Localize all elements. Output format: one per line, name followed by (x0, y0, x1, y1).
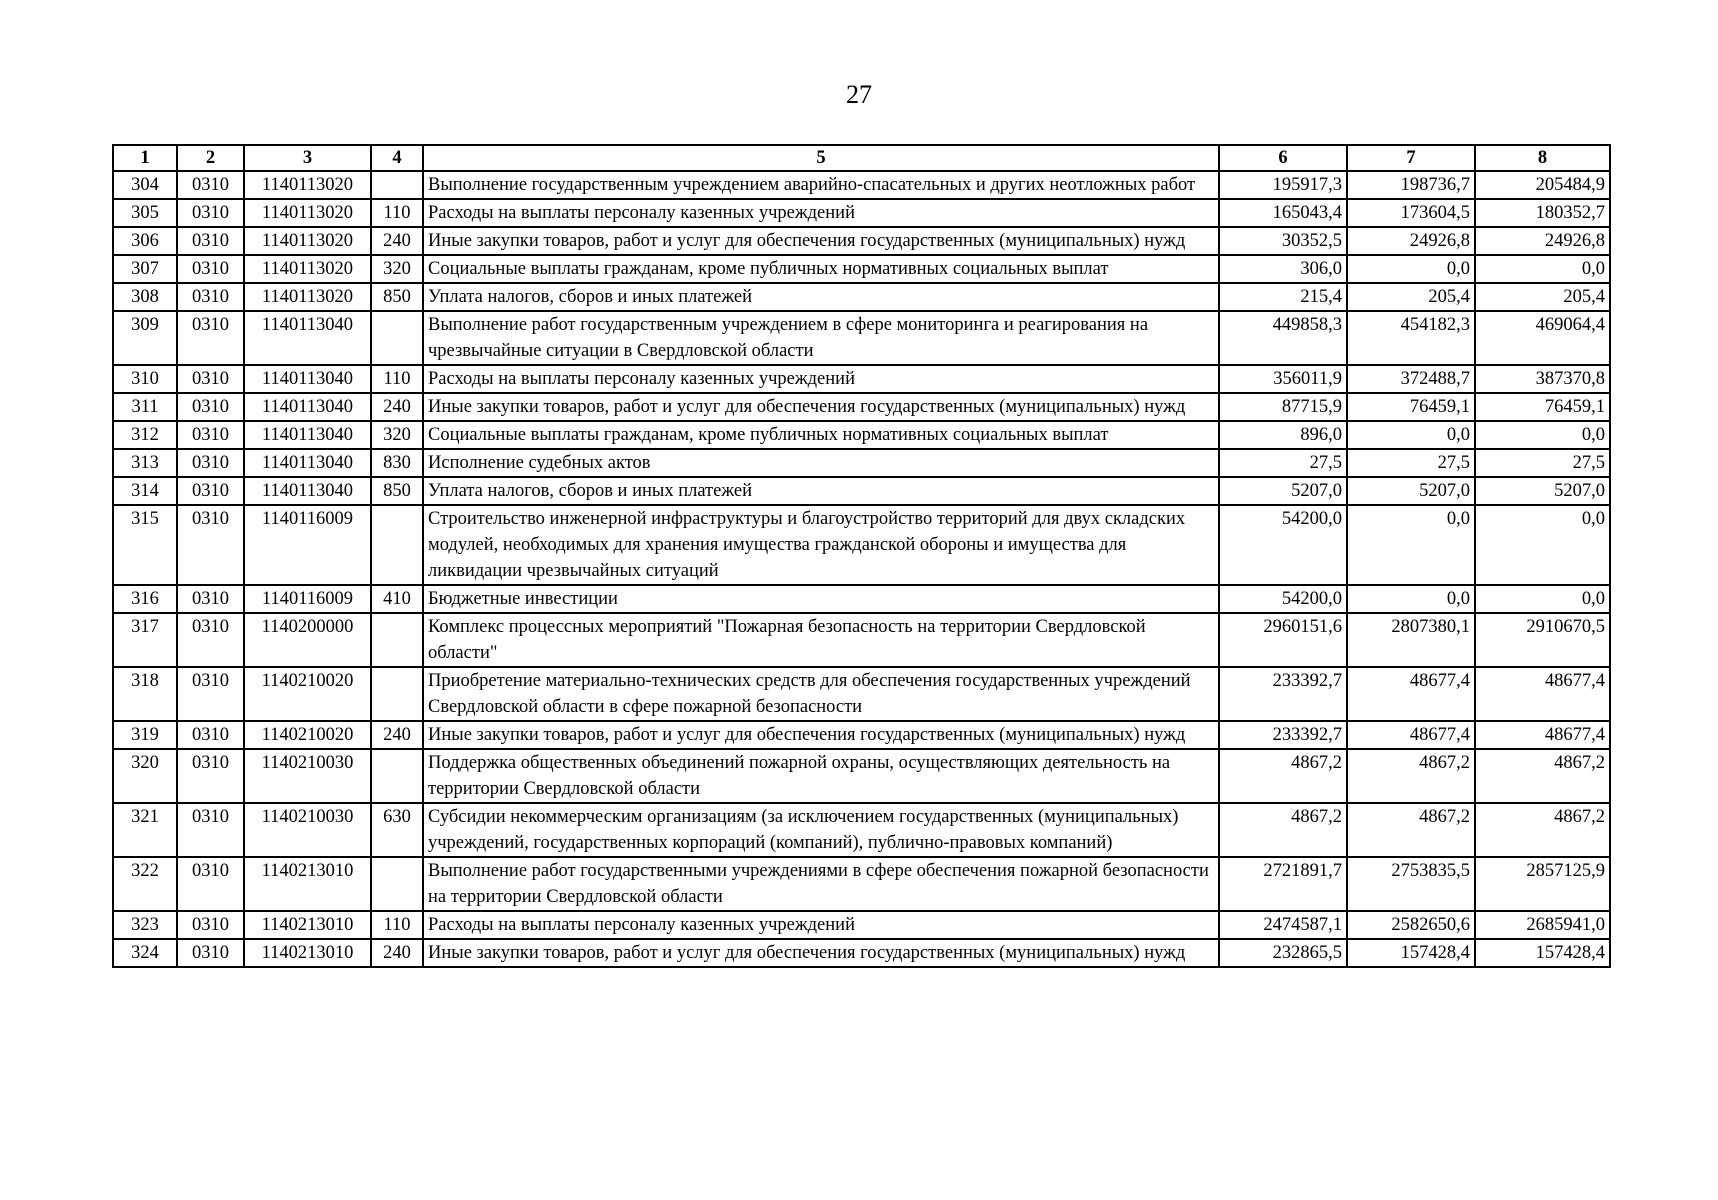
amount-col-6: 54200,0 (1219, 505, 1347, 585)
section-code: 0310 (177, 803, 244, 857)
table-row (113, 749, 1610, 803)
item-name: Иные закупки товаров, работ и услуг для обеспечения государственных (муниципальных) нужд (423, 939, 1219, 967)
section-code: 0310 (177, 939, 244, 967)
table-row (113, 857, 1610, 911)
expense-type-code (371, 311, 423, 365)
target-article-code: 1140113040 (244, 477, 371, 505)
expense-type-code: 850 (371, 283, 423, 311)
row-number: 304 (113, 171, 177, 199)
expense-type-code: 830 (371, 449, 423, 477)
table-row (113, 667, 1610, 721)
row-number: 305 (113, 199, 177, 227)
table-row (113, 939, 1610, 967)
item-name: Иные закупки товаров, работ и услуг для обеспечения государственных (муниципальных) нужд (423, 721, 1219, 749)
item-name: Расходы на выплаты персоналу казенных учреждений (423, 199, 1219, 227)
amount-col-6: 2721891,7 (1219, 857, 1347, 911)
expense-type-code: 110 (371, 365, 423, 393)
target-article-code: 1140113040 (244, 421, 371, 449)
amount-col-7: 157428,4 (1347, 939, 1475, 967)
amount-col-7: 48677,4 (1347, 721, 1475, 749)
row-number: 311 (113, 393, 177, 421)
amount-col-7: 27,5 (1347, 449, 1475, 477)
amount-col-8: 4867,2 (1475, 803, 1610, 857)
target-article-code: 1140213010 (244, 939, 371, 967)
expense-type-code: 240 (371, 227, 423, 255)
header-col-2: 2 (177, 145, 244, 171)
table-row (113, 421, 1610, 449)
amount-col-7: 2753835,5 (1347, 857, 1475, 911)
section-code: 0310 (177, 171, 244, 199)
expense-type-code: 240 (371, 393, 423, 421)
expense-type-code (371, 613, 423, 667)
expense-type-code (371, 505, 423, 585)
target-article-code: 1140113020 (244, 283, 371, 311)
amount-col-8: 2910670,5 (1475, 613, 1610, 667)
row-number: 310 (113, 365, 177, 393)
header-row (113, 145, 1610, 171)
table-row (113, 199, 1610, 227)
item-name: Выполнение государственным учреждением аварийно-спасательных и других неотложных работ (423, 171, 1219, 199)
expense-type-code: 240 (371, 721, 423, 749)
row-number: 322 (113, 857, 177, 911)
amount-col-6: 87715,9 (1219, 393, 1347, 421)
row-number: 321 (113, 803, 177, 857)
table-row (113, 449, 1610, 477)
amount-col-8: 2685941,0 (1475, 911, 1610, 939)
table-row (113, 365, 1610, 393)
amount-col-7: 2807380,1 (1347, 613, 1475, 667)
section-code: 0310 (177, 393, 244, 421)
amount-col-6: 165043,4 (1219, 199, 1347, 227)
target-article-code: 1140213010 (244, 857, 371, 911)
expense-type-code (371, 749, 423, 803)
section-code: 0310 (177, 255, 244, 283)
amount-col-7: 5207,0 (1347, 477, 1475, 505)
amount-col-7: 76459,1 (1347, 393, 1475, 421)
expense-type-code: 320 (371, 421, 423, 449)
section-code: 0310 (177, 613, 244, 667)
target-article-code: 1140113040 (244, 449, 371, 477)
amount-col-8: 180352,7 (1475, 199, 1610, 227)
target-article-code: 1140116009 (244, 585, 371, 613)
amount-col-8: 2857125,9 (1475, 857, 1610, 911)
amount-col-7: 454182,3 (1347, 311, 1475, 365)
target-article-code: 1140113040 (244, 365, 371, 393)
amount-col-7: 0,0 (1347, 505, 1475, 585)
section-code: 0310 (177, 667, 244, 721)
target-article-code: 1140113020 (244, 227, 371, 255)
expense-type-code (371, 857, 423, 911)
expense-type-code: 850 (371, 477, 423, 505)
table-body (113, 171, 1610, 967)
section-code: 0310 (177, 477, 244, 505)
amount-col-7: 372488,7 (1347, 365, 1475, 393)
section-code: 0310 (177, 749, 244, 803)
amount-col-7: 4867,2 (1347, 749, 1475, 803)
target-article-code: 1140210030 (244, 749, 371, 803)
expense-type-code: 240 (371, 939, 423, 967)
target-article-code: 1140113040 (244, 393, 371, 421)
item-name: Субсидии некоммерческим организациям (за исключением государственных (муниципальных) учреждений, государственных корпораций (компаний), публично-правовых компаний) (423, 803, 1219, 857)
item-name: Приобретение материально-технических средств для обеспечения государственных учреждений Свердловской области в сфере пожарной безопасности (423, 667, 1219, 721)
item-name: Строительство инженерной инфраструктуры и благоустройство территорий для двух складских модулей, необходимых для хранения имущества гражданской обороны и имущества для ликвидации чрезвычайных ситуаций (423, 505, 1219, 585)
header-col-5: 5 (423, 145, 1219, 171)
amount-col-8: 0,0 (1475, 255, 1610, 283)
amount-col-6: 30352,5 (1219, 227, 1347, 255)
amount-col-7: 24926,8 (1347, 227, 1475, 255)
row-number: 312 (113, 421, 177, 449)
target-article-code: 1140113020 (244, 255, 371, 283)
row-number: 315 (113, 505, 177, 585)
item-name: Расходы на выплаты персоналу казенных учреждений (423, 911, 1219, 939)
item-name: Выполнение работ государственным учреждением в сфере мониторинга и реагирования на чрезвычайные ситуации в Свердловской области (423, 311, 1219, 365)
header-col-6: 6 (1219, 145, 1347, 171)
target-article-code: 1140213010 (244, 911, 371, 939)
amount-col-8: 5207,0 (1475, 477, 1610, 505)
table-row (113, 721, 1610, 749)
item-name: Иные закупки товаров, работ и услуг для обеспечения государственных (муниципальных) нужд (423, 227, 1219, 255)
amount-col-8: 4867,2 (1475, 749, 1610, 803)
amount-col-6: 449858,3 (1219, 311, 1347, 365)
amount-col-8: 0,0 (1475, 505, 1610, 585)
row-number: 323 (113, 911, 177, 939)
amount-col-6: 2474587,1 (1219, 911, 1347, 939)
section-code: 0310 (177, 449, 244, 477)
amount-col-8: 0,0 (1475, 585, 1610, 613)
amount-col-7: 173604,5 (1347, 199, 1475, 227)
amount-col-8: 0,0 (1475, 421, 1610, 449)
amount-col-6: 4867,2 (1219, 803, 1347, 857)
item-name: Исполнение судебных актов (423, 449, 1219, 477)
row-number: 316 (113, 585, 177, 613)
amount-col-7: 0,0 (1347, 421, 1475, 449)
item-name: Расходы на выплаты персоналу казенных учреждений (423, 365, 1219, 393)
section-code: 0310 (177, 365, 244, 393)
row-number: 317 (113, 613, 177, 667)
table-row (113, 803, 1610, 857)
table-header (113, 145, 1610, 171)
amount-col-8: 387370,8 (1475, 365, 1610, 393)
item-name: Социальные выплаты гражданам, кроме публичных нормативных социальных выплат (423, 421, 1219, 449)
section-code: 0310 (177, 857, 244, 911)
section-code: 0310 (177, 721, 244, 749)
header-col-4: 4 (371, 145, 423, 171)
row-number: 306 (113, 227, 177, 255)
section-code: 0310 (177, 585, 244, 613)
amount-col-7: 198736,7 (1347, 171, 1475, 199)
item-name: Поддержка общественных объединений пожарной охраны, осуществляющих деятельность на территории Свердловской области (423, 749, 1219, 803)
section-code: 0310 (177, 199, 244, 227)
header-col-7: 7 (1347, 145, 1475, 171)
amount-col-8: 48677,4 (1475, 667, 1610, 721)
table-row (113, 477, 1610, 505)
amount-col-7: 0,0 (1347, 255, 1475, 283)
amount-col-7: 48677,4 (1347, 667, 1475, 721)
header-col-1: 1 (113, 145, 177, 171)
table-row (113, 171, 1610, 199)
item-name: Уплата налогов, сборов и иных платежей (423, 477, 1219, 505)
amount-col-6: 896,0 (1219, 421, 1347, 449)
amount-col-8: 205,4 (1475, 283, 1610, 311)
expense-type-code (371, 667, 423, 721)
amount-col-7: 4867,2 (1347, 803, 1475, 857)
table-row (113, 393, 1610, 421)
amount-col-6: 306,0 (1219, 255, 1347, 283)
table-row (113, 227, 1610, 255)
amount-col-6: 4867,2 (1219, 749, 1347, 803)
item-name: Социальные выплаты гражданам, кроме публичных нормативных социальных выплат (423, 255, 1219, 283)
table-row (113, 283, 1610, 311)
target-article-code: 1140200000 (244, 613, 371, 667)
row-number: 314 (113, 477, 177, 505)
amount-col-8: 76459,1 (1475, 393, 1610, 421)
section-code: 0310 (177, 227, 244, 255)
amount-col-8: 205484,9 (1475, 171, 1610, 199)
expense-type-code: 630 (371, 803, 423, 857)
amount-col-8: 157428,4 (1475, 939, 1610, 967)
expense-type-code (371, 171, 423, 199)
section-code: 0310 (177, 311, 244, 365)
table-row (113, 311, 1610, 365)
row-number: 320 (113, 749, 177, 803)
row-number: 308 (113, 283, 177, 311)
table-row (113, 585, 1610, 613)
amount-col-6: 215,4 (1219, 283, 1347, 311)
row-number: 318 (113, 667, 177, 721)
row-number: 309 (113, 311, 177, 365)
section-code: 0310 (177, 283, 244, 311)
section-code: 0310 (177, 911, 244, 939)
amount-col-6: 54200,0 (1219, 585, 1347, 613)
amount-col-7: 205,4 (1347, 283, 1475, 311)
page-number: 27 (846, 80, 872, 109)
table-row (113, 505, 1610, 585)
row-number: 319 (113, 721, 177, 749)
target-article-code: 1140113020 (244, 171, 371, 199)
target-article-code: 1140113040 (244, 311, 371, 365)
item-name: Иные закупки товаров, работ и услуг для обеспечения государственных (муниципальных) нужд (423, 393, 1219, 421)
item-name: Комплекс процессных мероприятий "Пожарная безопасность на территории Свердловской области" (423, 613, 1219, 667)
budget-table (112, 144, 1611, 968)
expense-type-code: 110 (371, 911, 423, 939)
section-code: 0310 (177, 421, 244, 449)
amount-col-6: 232865,5 (1219, 939, 1347, 967)
table-row (113, 613, 1610, 667)
amount-col-6: 233392,7 (1219, 667, 1347, 721)
section-code: 0310 (177, 505, 244, 585)
amount-col-8: 48677,4 (1475, 721, 1610, 749)
target-article-code: 1140116009 (244, 505, 371, 585)
amount-col-7: 0,0 (1347, 585, 1475, 613)
row-number: 307 (113, 255, 177, 283)
amount-col-6: 356011,9 (1219, 365, 1347, 393)
item-name: Выполнение работ государственными учреждениями в сфере обеспечения пожарной безопасности на территории Свердловской области (423, 857, 1219, 911)
target-article-code: 1140210020 (244, 721, 371, 749)
table-row (113, 255, 1610, 283)
expense-type-code: 110 (371, 199, 423, 227)
amount-col-6: 195917,3 (1219, 171, 1347, 199)
target-article-code: 1140113020 (244, 199, 371, 227)
amount-col-6: 233392,7 (1219, 721, 1347, 749)
item-name: Бюджетные инвестиции (423, 585, 1219, 613)
table-row (113, 911, 1610, 939)
expense-type-code: 320 (371, 255, 423, 283)
expense-type-code: 410 (371, 585, 423, 613)
item-name: Уплата налогов, сборов и иных платежей (423, 283, 1219, 311)
amount-col-8: 27,5 (1475, 449, 1610, 477)
amount-col-6: 5207,0 (1219, 477, 1347, 505)
target-article-code: 1140210030 (244, 803, 371, 857)
amount-col-7: 2582650,6 (1347, 911, 1475, 939)
amount-col-8: 469064,4 (1475, 311, 1610, 365)
amount-col-6: 2960151,6 (1219, 613, 1347, 667)
row-number: 324 (113, 939, 177, 967)
header-col-3: 3 (244, 145, 371, 171)
amount-col-8: 24926,8 (1475, 227, 1610, 255)
amount-col-6: 27,5 (1219, 449, 1347, 477)
target-article-code: 1140210020 (244, 667, 371, 721)
row-number: 313 (113, 449, 177, 477)
header-col-8: 8 (1475, 145, 1610, 171)
